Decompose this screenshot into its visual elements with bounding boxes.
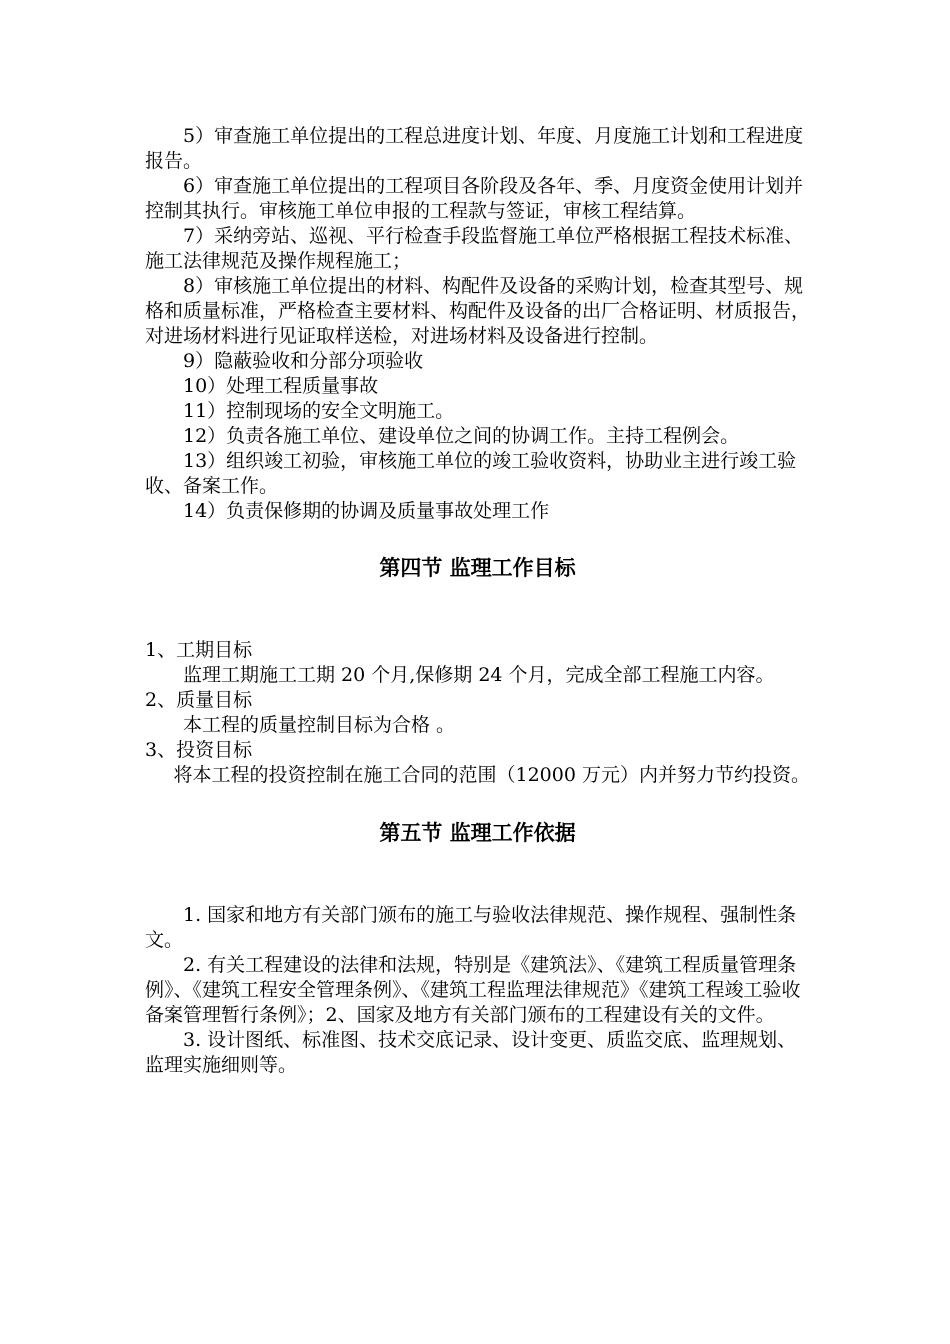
- goal-schedule-text: 监理工期施工工期 20 个月,保修期 24 个月，完成全部工程施工内容。: [183, 664, 775, 686]
- duty-item-14: 14）负责保修期的协调及质量事故处理工作: [183, 500, 550, 522]
- goal-investment-heading: 3、投资目标: [145, 739, 253, 761]
- duty-item-9: 9）隐蔽验收和分部分项验收: [183, 350, 424, 372]
- duty-item-8: 8）审核施工单位提出的材料、构配件及设备的采购计划，检查其型号、规格和质量标准，严格检查主要材料、构配件及设备的出厂合格证明、材质报告，对进场材料进行见证取样送检，对进场材料及设备进行控制。: [145, 275, 811, 347]
- duty-item-10: 10）处理工程质量事故: [183, 375, 379, 397]
- section4-goals: [145, 638, 810, 788]
- duty-item-12: 12）负责各施工单位、建设单位之间的协调工作。主持工程例会。: [183, 425, 740, 447]
- duty-item-5: 5）审查施工单位提出的工程总进度计划、年度、月度施工计划和工程进度报告。: [145, 125, 804, 172]
- duty-item-11: 11）控制现场的安全文明施工。: [183, 400, 455, 422]
- goal-quality-text: 本工程的质量控制目标为合格 。: [183, 714, 456, 736]
- goal-quality-heading: 2、质量目标: [145, 689, 253, 711]
- section4-heading: 第四节 监理工作目标: [379, 556, 576, 580]
- basis-item-2: 2. 有关工程建设的法律和法规，特别是《建筑法》、《建筑工程质量管理条例》、《建筑工程安全管理条例》、《建筑工程监理法律规范》《建筑工程竣工验收备案管理暂行条例》；2、国家及地方有关部门颁布的工程建设有关的文件。: [145, 954, 801, 1026]
- duty-item-13: 13）组织竣工初验，审核施工单位的竣工验收资料，协助业主进行竣工验收、备案工作。: [145, 450, 797, 497]
- goal-investment-text: 将本工程的投资控制在施工合同的范围（12000 万元）内并努力节约投资。: [173, 764, 810, 786]
- section5-heading: 第五节 监理工作依据: [379, 821, 576, 845]
- goal-schedule-heading: 1、工期目标: [145, 639, 253, 661]
- section3-duties-list: [145, 124, 810, 524]
- document-page: [145, 124, 810, 1078]
- duty-item-7: 7）采纳旁站、巡视、平行检查手段监督施工单位严格根据工程技术标准、施工法律规范及操作规程施工；: [145, 225, 804, 272]
- basis-item-3: 3. 设计图纸、标准图、技术交底记录、设计变更、质监交底、监理规划、监理实施细则等。: [145, 1029, 797, 1076]
- duty-item-6: 6）审查施工单位提出的工程项目各阶段及各年、季、月度资金使用计划并控制其执行。审核施工单位申报的工程款与签证，审核工程结算。: [145, 175, 804, 222]
- section5-basis-list: [145, 903, 810, 1078]
- basis-item-1: 1. 国家和地方有关部门颁布的施工与验收法律规范、操作规程、强制性条文。: [145, 904, 797, 951]
